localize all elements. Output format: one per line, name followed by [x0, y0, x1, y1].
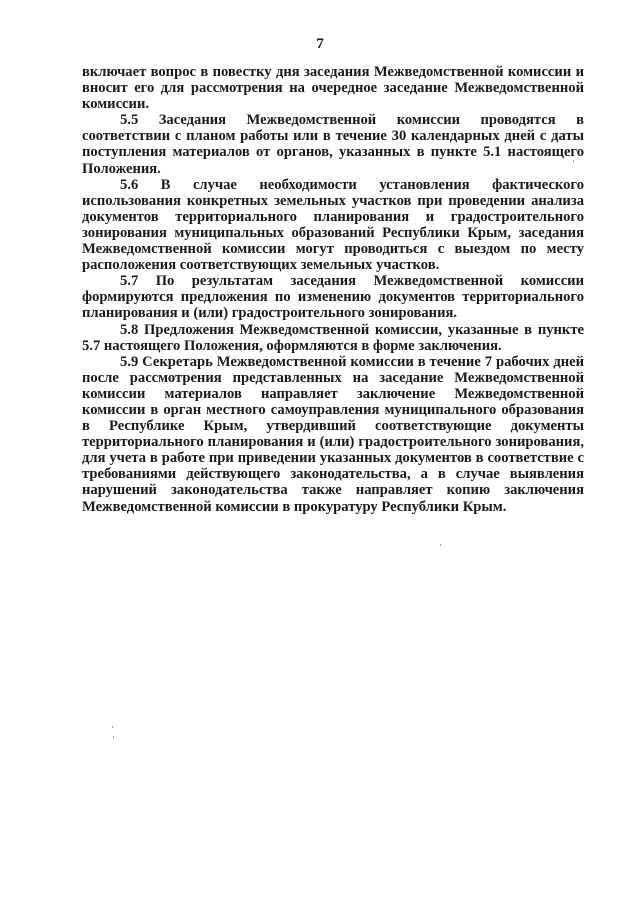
paragraph-5-5: 5.5 Заседания Межведомственной комиссии проводятся в соответствии с планом работы или в течение 30 календарных дней с даты поступления материалов от органов, указанных в пункте 5.1 настоящего Положения.: [82, 112, 584, 177]
scan-speck: [440, 544, 441, 546]
paragraph-5-9: 5.9 Секретарь Межведомственной комиссии в течение 7 рабочих дней после рассмотрения представленных на заседание Межведомственной комиссии материалов направляет заключение Межведомственной комиссии в орган местного самоуправления муниципального образования в Республике Крым, утвердивший соответствующие документы территориального планирования и (или) градостроительного зонирования, для учета в работе при приведении указанных документов в соответствие с требованиями действующего законодательства, а в случае выявления нарушений законодательства также направляет копию заключения Межведомственной комиссии в прокуратуру Республики Крым.: [82, 353, 584, 515]
scan-speck: [112, 726, 113, 728]
scan-speck: [573, 160, 574, 162]
page-number: 7: [316, 36, 324, 52]
paragraph-5-6: 5.6 В случае необходимости установления фактического использования конкретных земельных участков при проведении анализа документов территориального планирования и градостроительного зонирования муниципальных образований Республики Крым, заседания Межведомственной комиссии могут проводиться с выездом по месту расположения соответствующих земельных участков.: [82, 176, 584, 274]
paragraph-5-7: 5.7 По результатам заседания Межведомственной комиссии формируются предложения по изменению документов территориального планирования и (или) градостроительного зонирования.: [82, 273, 584, 322]
scan-speck: [113, 736, 114, 738]
paragraph-continuation: включает вопрос в повестку дня заседания Межведомственной комиссии и вносит его для рассмотрения на очередное заседание Межведомственной комиссии.: [82, 64, 584, 113]
document-body: [82, 64, 584, 515]
paragraph-5-8: 5.8 Предложения Межведомственной комиссии, указанные в пункте 5.7 настоящего Положения, оформляются в форме заключения.: [82, 321, 584, 354]
